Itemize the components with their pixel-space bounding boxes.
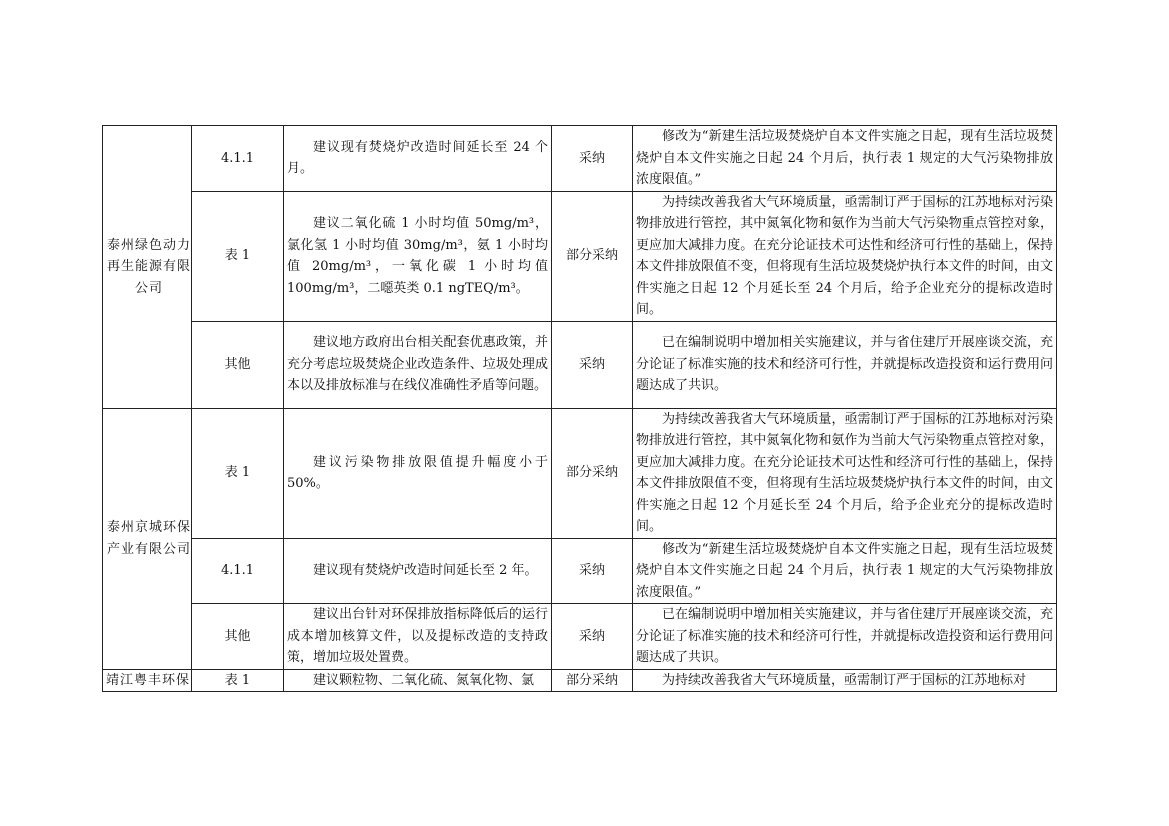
explain-cell: 为持续改善我省大气环境质量，亟需制订严于国标的江苏地标对 bbox=[633, 669, 1057, 692]
advice-cell: 建议污染物排放限值提升幅度小于 50%。 bbox=[284, 408, 552, 538]
clause-cell: 表 1 bbox=[192, 408, 284, 538]
clause-cell: 其他 bbox=[192, 321, 284, 408]
explain-cell: 已在编制说明中增加相关实施建议，并与省住建厅开展座谈交流，充分论证了标准实施的技术和经济可行性，并就提标改造投资和运行费用问题达成了共识。 bbox=[633, 321, 1057, 408]
result-cell: 部分采纳 bbox=[552, 669, 633, 692]
result-cell: 采纳 bbox=[552, 126, 633, 192]
result-cell: 部分采纳 bbox=[552, 191, 633, 321]
advice-cell: 建议出台针对环保排放指标降低后的运行成本增加核算文件，以及提标改造的支持政策，增加垃圾处置费。 bbox=[284, 604, 552, 670]
clause-cell: 4.1.1 bbox=[192, 538, 284, 604]
clause-cell: 4.1.1 bbox=[192, 126, 284, 192]
explain-cell: 为持续改善我省大气环境质量，亟需制订严于国标的江苏地标对污染物排放进行管控，其中氮氧化物和氨作为当前大气污染物重点管控对象，更应加大减排力度。在充分论证技术可达性和经济可行性的基础上，保持本文件排放限值不变，但将现有生活垃圾焚烧炉执行本文件的时间，由文件实施之日起 12 个月延长至 24 个月后，给予企业充分的提标改造时间。 bbox=[633, 191, 1057, 321]
clause-cell: 表 1 bbox=[192, 191, 284, 321]
explain-cell: 修改为“新建生活垃圾焚烧炉自本文件实施之日起，现有生活垃圾焚烧炉自本文件实施之日起 24 个月后，执行表 1 规定的大气污染物排放浓度限值。” bbox=[633, 538, 1057, 604]
org-name: 泰州京城环保产业有限公司 bbox=[106, 520, 191, 557]
org-cell bbox=[103, 408, 192, 669]
advice-cell: 建议二氧化硫 1 小时均值 50mg/m³，氯化氢 1 小时均值 30mg/m³，氨 1 小时均值 20mg/m³，一氧化碳 1 小时均值 100mg/m³，二噁英类 0.1 ngTEQ/m³。 bbox=[284, 191, 552, 321]
result-cell: 采纳 bbox=[552, 538, 633, 604]
table-row bbox=[103, 669, 1057, 692]
result-cell: 部分采纳 bbox=[552, 408, 633, 538]
explain-cell: 已在编制说明中增加相关实施建议，并与省住建厅开展座谈交流，充分论证了标准实施的技术和经济可行性，并就提标改造投资和运行费用问题达成了共识。 bbox=[633, 604, 1057, 670]
explain-cell: 为持续改善我省大气环境质量，亟需制订严于国标的江苏地标对污染物排放进行管控，其中氮氧化物和氨作为当前大气污染物重点管控对象，更应加大减排力度。在充分论证技术可达性和经济可行性的基础上，保持本文件排放限值不变，但将现有生活垃圾焚烧炉执行本文件的时间，由文件实施之日起 12 个月延长至 24 个月后，给予企业充分的提标改造时间。 bbox=[633, 408, 1057, 538]
clause-cell: 其他 bbox=[192, 604, 284, 670]
table-row bbox=[103, 321, 1057, 408]
explain-cell: 修改为“新建生活垃圾焚烧炉自本文件实施之日起，现有生活垃圾焚烧炉自本文件实施之日起 24 个月后，执行表 1 规定的大气污染物排放浓度限值。” bbox=[633, 126, 1057, 192]
advice-cell: 建议颗粒物、二氧化硫、氮氧化物、氯 bbox=[284, 669, 552, 692]
result-cell: 采纳 bbox=[552, 604, 633, 670]
advice-cell: 建议地方政府出台相关配套优惠政策，并充分考虑垃圾焚烧企业改造条件、垃圾处理成本以及排放标准与在线仪准确性矛盾等问题。 bbox=[284, 321, 552, 408]
result-cell: 采纳 bbox=[552, 321, 633, 408]
org-cell bbox=[103, 126, 192, 409]
advice-cell: 建议现有焚烧炉改造时间延长至 24 个月。 bbox=[284, 126, 552, 192]
org-cell: 靖江粤丰环保 bbox=[103, 669, 192, 692]
org-name: 泰州绿色动力再生能源有限公司 bbox=[106, 237, 191, 296]
clause-cell: 表 1 bbox=[192, 669, 284, 692]
table-row bbox=[103, 126, 1057, 192]
opinion-table bbox=[102, 125, 1057, 692]
table-row bbox=[103, 604, 1057, 670]
table-row bbox=[103, 408, 1057, 538]
table-row bbox=[103, 538, 1057, 604]
advice-cell: 建议现有焚烧炉改造时间延长至 2 年。 bbox=[284, 538, 552, 604]
table-row bbox=[103, 191, 1057, 321]
